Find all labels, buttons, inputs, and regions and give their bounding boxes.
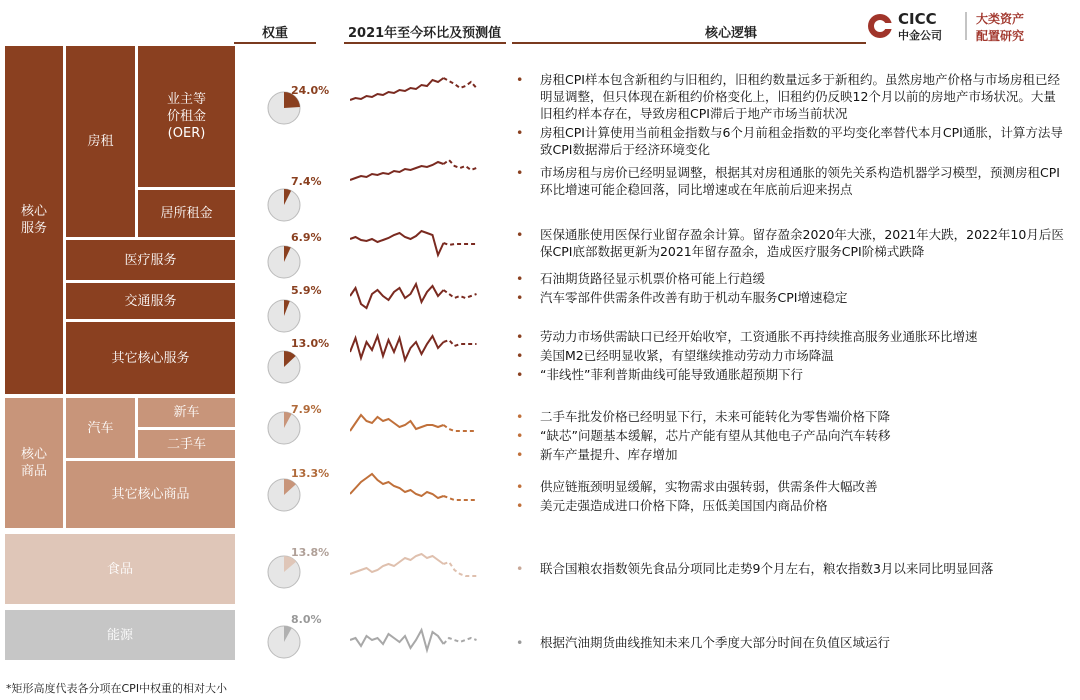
weight-pct-residence: 7.4%: [291, 175, 322, 188]
logic-item: [516, 289, 1068, 306]
logic-energy: [516, 634, 1068, 653]
weight-pie-energy: [264, 622, 304, 662]
logic-text: 联合国粮农指数领先食品分项同比走势9个月左右，粮农指数3月以来同比明显回落: [540, 561, 994, 576]
weight-pie-medical: [264, 242, 304, 282]
bullet-dot: •: [516, 227, 524, 242]
logic-item: [516, 560, 1068, 577]
sparkline-oer-actual: [350, 78, 444, 100]
logic-text: 根据汽油期货曲线推知未来几个季度大部分时间在负值区域运行: [540, 635, 891, 650]
logic-text: 石油期货路径显示机票价格可能上行趋缓: [540, 271, 766, 286]
logic-transport: [516, 270, 1068, 308]
footnote: *矩形高度代表各分项在CPI中权重的相对大小: [6, 682, 228, 695]
sparkline-medical-forecast: [444, 243, 477, 245]
weight-pie-other_goods: [264, 475, 304, 515]
logic-item: [516, 328, 1068, 345]
medical-services-box: 医疗服务: [66, 240, 235, 280]
rent-box: 房租: [66, 46, 135, 237]
weight-pct-other_services: 13.0%: [291, 337, 330, 350]
sparkline-residence-forecast: [444, 160, 477, 170]
used-car-box: 二手车: [138, 430, 235, 458]
residence-rent-box: 居所租金: [138, 190, 235, 237]
logic-other-goods: [516, 478, 1068, 516]
other-services-box: 其它核心服务: [66, 322, 235, 394]
logic-medical: [516, 226, 1068, 262]
sparkline-residence-actual: [350, 162, 444, 180]
new-car-box: 新车: [138, 398, 235, 427]
logic-item: [516, 478, 1068, 495]
sparkline-other_goods-actual: [350, 474, 444, 498]
logic-text: 房租CPI样本包含新租约与旧租约，旧租约数量远多于新租约。虽然房地产价格与市场房租已经明显调整，但只体现在新租约价格变化上，旧租约仍反映12个月以前的房地产市场状况。大量旧租约样本存在，导致房租CPI滞后于地产市场当前状况: [540, 72, 1060, 121]
logic-item: [516, 446, 1068, 463]
cicc-logo: [866, 8, 1066, 44]
logic-text: 房租CPI计算使用当前租金指数与6个月前租金指数的平均变化率替代本月CPI通胀，计算方法导致CPI数据滞后于经济环境变化: [540, 125, 1063, 157]
bullet-dot: •: [516, 290, 524, 305]
bullet-dot: •: [516, 479, 524, 494]
logic-item: [516, 408, 1068, 425]
logic-text: 汽车零部件供需条件改善有助于机动车服务CPI增速稳定: [540, 290, 848, 305]
bullet-dot: •: [516, 125, 524, 140]
sparkline-energy-forecast: [444, 638, 477, 644]
logic-other-services: [516, 328, 1068, 385]
logo-dept-line1: 大类资产: [976, 12, 1025, 26]
energy-box: 能源: [5, 610, 235, 660]
logic-item: [516, 634, 1068, 651]
bullet-dot: •: [516, 72, 524, 87]
weight-pie-transport: [264, 296, 304, 336]
sparkline-transport-actual: [350, 284, 444, 308]
logo-brand-cn: 中金公司: [898, 29, 942, 42]
bullet-dot: •: [516, 367, 524, 382]
bullet-dot: •: [516, 329, 524, 344]
logic-item: [516, 164, 1068, 198]
sparkline-auto-forecast: [444, 425, 477, 431]
other-goods-box: 其它核心商品: [66, 461, 235, 528]
weight-pie-other_services: [264, 347, 304, 387]
bullet-dot: •: [516, 635, 524, 650]
logic-text: “非线性”菲利普斯曲线可能导致通胀超预期下行: [540, 367, 803, 382]
core-services-box: 核心 服务: [5, 46, 63, 394]
logic-auto: [516, 408, 1068, 465]
logic-text: 新车产量提升、库存增加: [540, 447, 678, 462]
bullet-dot: •: [516, 409, 524, 424]
cicc-logo-icon: [866, 8, 1066, 44]
logic-item: [516, 270, 1068, 287]
logic-residence: [516, 164, 1068, 200]
logic-food: [516, 560, 1068, 579]
sparkline-auto-actual: [350, 415, 444, 431]
sparkline-food-forecast: [444, 562, 477, 576]
auto-box: 汽车: [66, 398, 135, 458]
weight-pie-residence: [264, 185, 304, 225]
logic-item: [516, 71, 1068, 122]
weight-pct-energy: 8.0%: [291, 613, 322, 626]
bullet-dot: •: [516, 561, 524, 576]
weight-pct-transport: 5.9%: [291, 284, 322, 297]
weight-pct-food: 13.8%: [291, 546, 330, 559]
header-rule-1: [234, 42, 316, 44]
transport-services-box: 交通服务: [66, 283, 235, 319]
weight-pct-medical: 6.9%: [291, 231, 322, 244]
logic-text: 医保通胀使用医保行业留存盈余计算。留存盈余2020年大涨，2021年大跌，2022年10月后医保CPI底部数据更新为2021年留存盈余，造成医疗服务CPI阶梯式跌降: [540, 227, 1064, 259]
sparkline-transport-forecast: [444, 290, 477, 298]
sparkline-other_services-forecast: [444, 340, 477, 346]
logic-oer: [516, 71, 1068, 160]
bullet-dot: •: [516, 165, 524, 180]
food-box: 食品: [5, 534, 235, 604]
sparkline-other_goods-forecast: [444, 496, 477, 500]
logic-text: 二手车批发价格已经明显下行，未来可能转化为零售端价格下降: [540, 409, 891, 424]
logic-item: [516, 124, 1068, 158]
logic-header: 核心逻辑: [705, 26, 758, 41]
weight-pct-oer: 24.0%: [291, 84, 330, 97]
weight-header: 权重: [262, 26, 289, 41]
oer-box: 业主等 价租金 (OER): [138, 46, 235, 187]
logic-item: [516, 497, 1068, 514]
bullet-dot: •: [516, 447, 524, 462]
bullet-dot: •: [516, 271, 524, 286]
header-rule-2: [344, 42, 506, 44]
logic-item: [516, 347, 1068, 364]
sparkline-medical-actual: [350, 231, 444, 255]
sparkline-food-actual: [350, 554, 444, 574]
core-goods-box: 核心 商品: [5, 398, 63, 528]
sparkline-energy-actual: [350, 630, 444, 650]
logic-text: 供应链瓶颈明显缓解，实物需求由强转弱，供需条件大幅改善: [540, 479, 878, 494]
logic-text: 市场房租与房价已经明显调整，根据其对房租通胀的领先关系构造机器学习模型，预测房租CPI环比增速可能企稳回落，同比增速或在年底前后迎来拐点: [540, 165, 1060, 197]
logic-text: “缺芯”问题基本缓解，芯片产能有望从其他电子产品向汽车转移: [540, 428, 891, 443]
sparklines: [350, 60, 490, 660]
bullet-dot: •: [516, 428, 524, 443]
trend-header: 2021年至今环比及预测值: [348, 26, 502, 41]
bullet-dot: •: [516, 348, 524, 363]
logic-item: [516, 366, 1068, 383]
logic-item: [516, 226, 1068, 260]
weight-pct-other_goods: 13.3%: [291, 467, 330, 480]
bullet-dot: •: [516, 498, 524, 513]
logic-text: 劳动力市场供需缺口已经开始收窄，工资通胀不再持续推高服务业通胀环比增速: [540, 329, 978, 344]
logic-item: [516, 427, 1068, 444]
header-rule-3: [512, 42, 866, 44]
logic-text: 美国M2已经明显收紧，有望继续推动劳动力市场降温: [540, 348, 834, 363]
sparkline-other_services-actual: [350, 336, 444, 360]
weight-pct-auto: 7.9%: [291, 403, 322, 416]
sparkline-oer-forecast: [444, 78, 477, 88]
logic-text: 美元走强造成进口价格下降，压低美国国内商品价格: [540, 498, 828, 513]
logo-dept-line2: 配置研究: [976, 29, 1025, 43]
logo-brand-en: CICC: [898, 10, 937, 28]
